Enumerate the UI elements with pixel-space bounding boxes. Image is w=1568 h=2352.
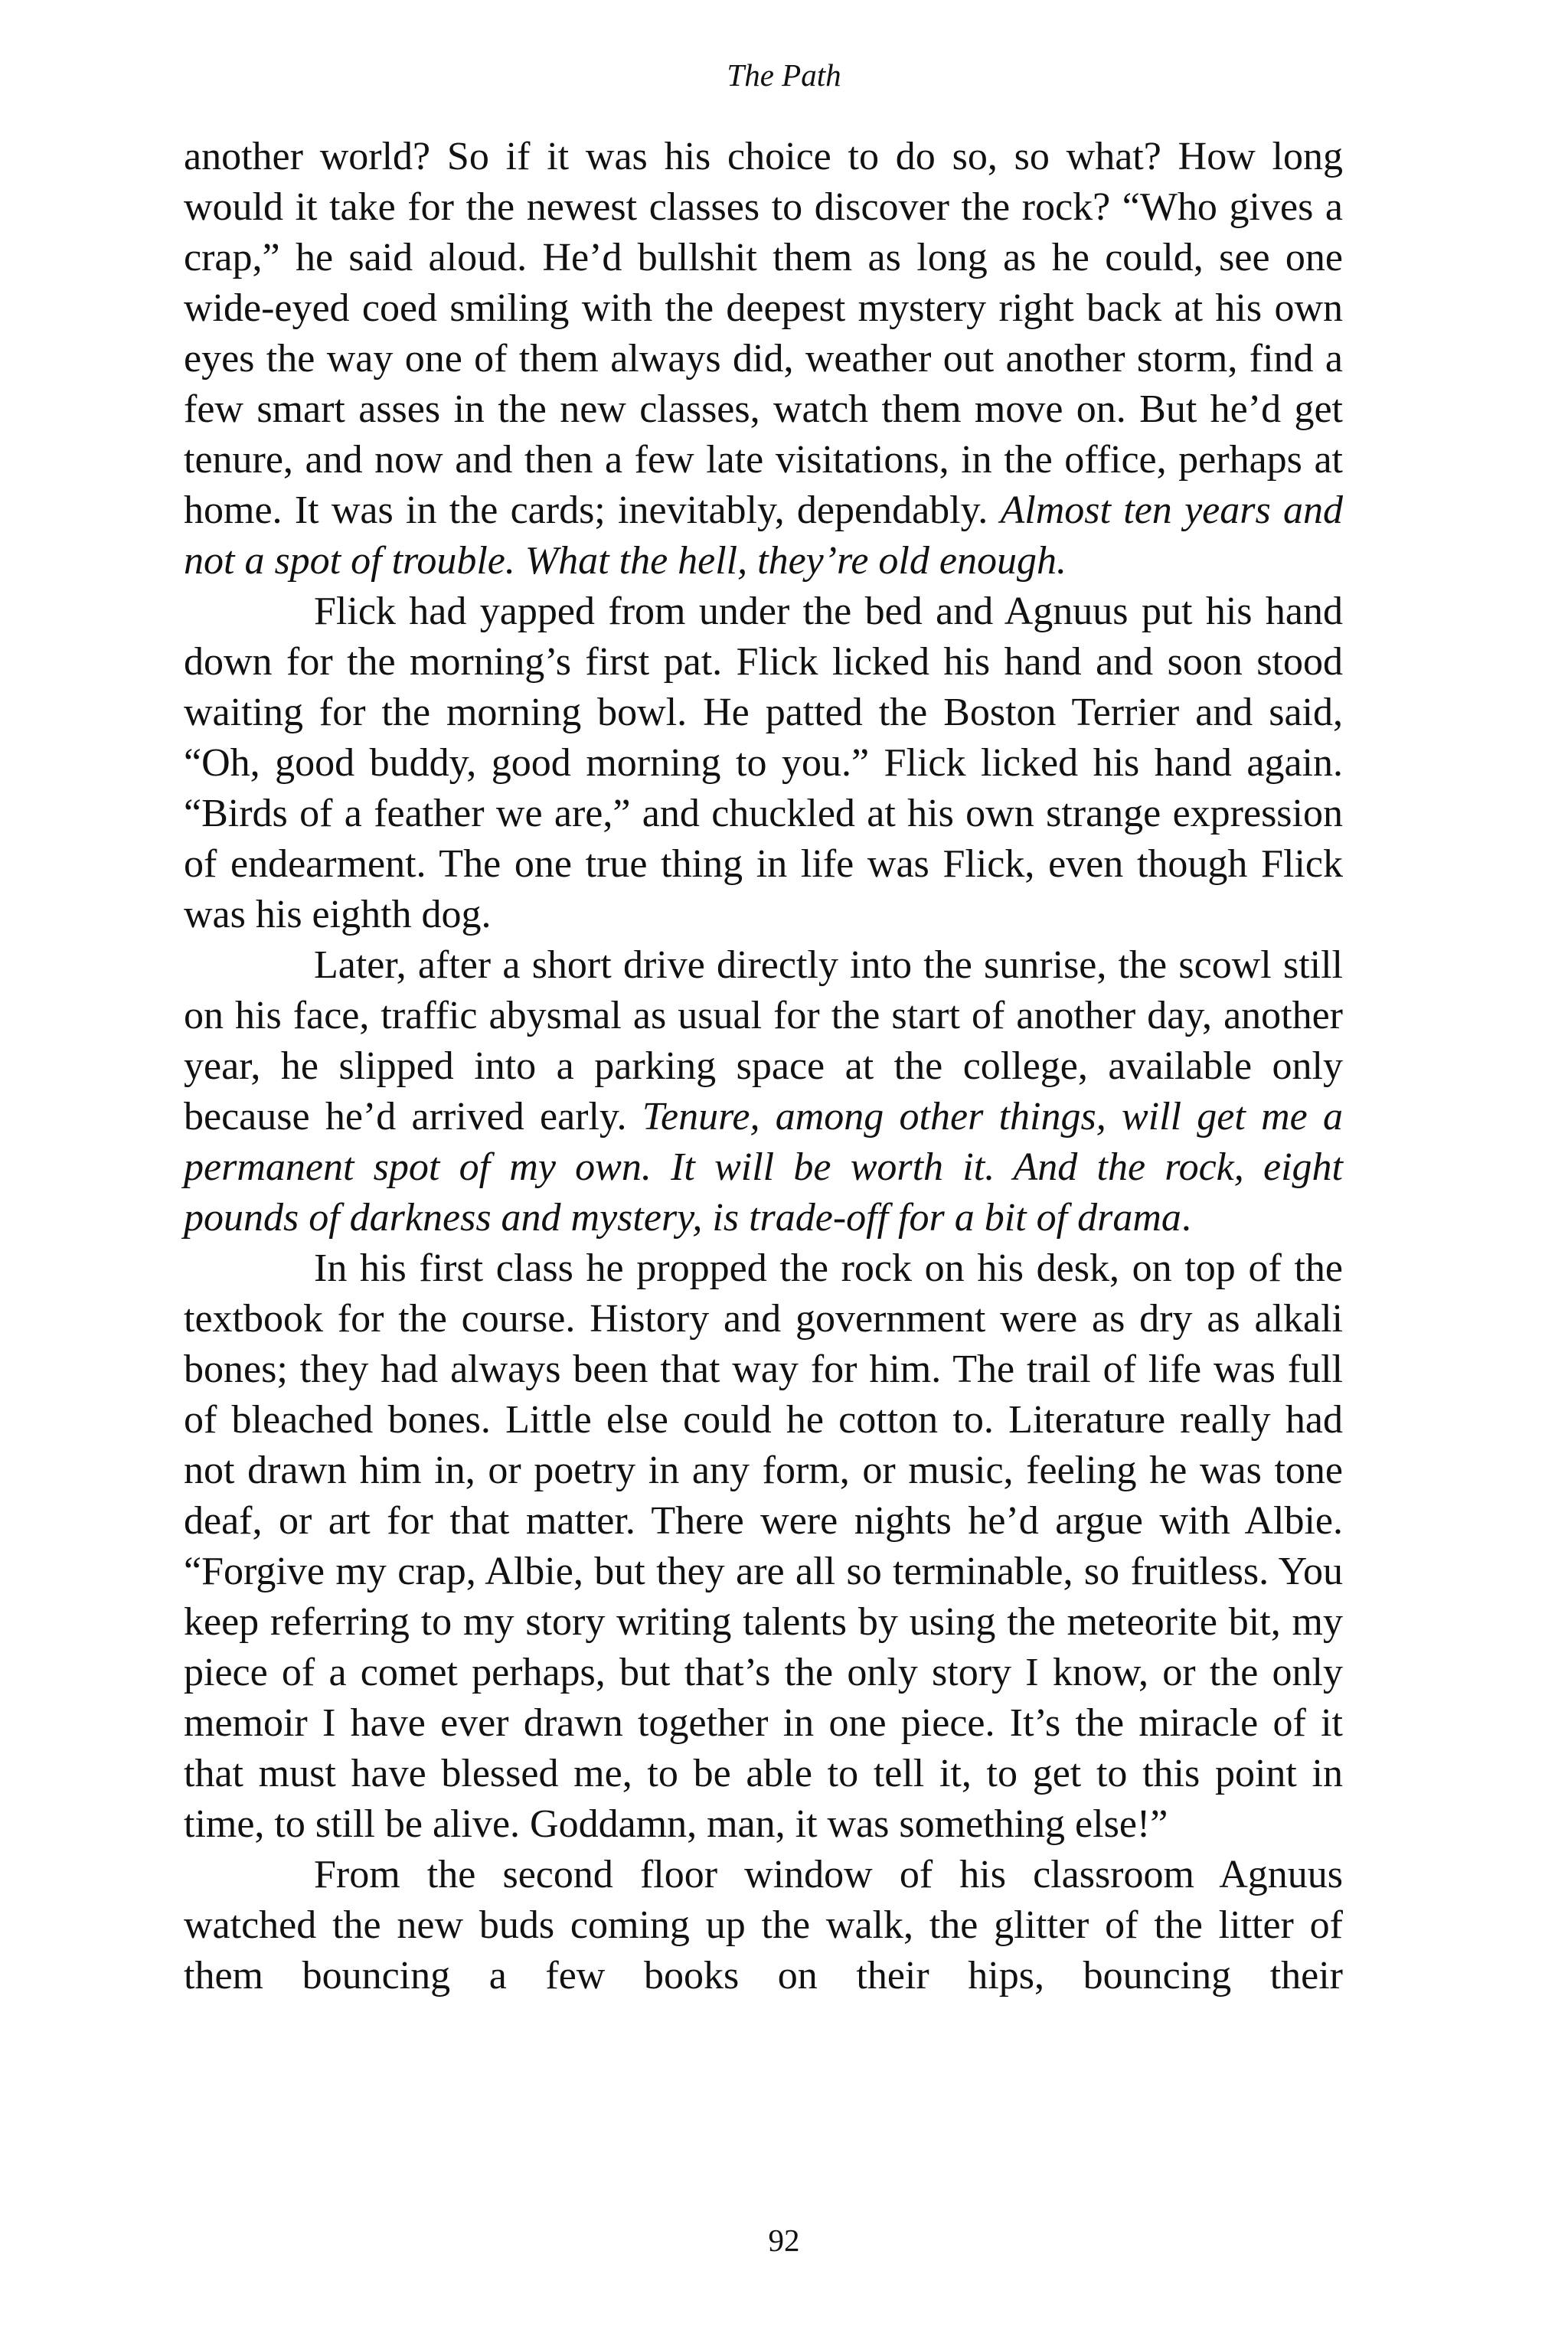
paragraph-4-text: In his first class he propped the rock on his desk, on top of the textbook for the course. History and government were as dry as alkali bones; they had always been that way for him. The trail of life was full of bleached bones. Little else could he cotton to. Literature really had not drawn him in, or poetry in any form, or music, feeling he was tone deaf, or art for that matter. There were nights he’d argue with Albie. “Forgive my crap, Albie, but they are all so terminable, so fruitless. You keep referring to my story writing talents by using the meteorite bit, my piece of a comet perhaps, but that’s the only story I know, or the only memoir I have ever drawn together in one piece. It’s the miracle of it that must have blessed me, to be able to tell it, to get to this point in time, to still be alive. Goddamn, man, it was something else!”	[184, 1246, 1343, 1846]
paragraph-2	[184, 586, 1343, 940]
paragraph-3-text: Later, after a short drive directly into the sunrise, the scowl still on his face, traffic abysmal as usual for the start of another day, another year, he slipped into a parking space at the college, available only because he’d arrived early.	[184, 943, 1343, 1138]
paragraph-3-italic: Tenure, among other things, will get me a permanent spot of my own. It will be worth it. And the rock, eight pounds of darkness and mystery, is trade-off for a bit of drama	[184, 1095, 1343, 1240]
paragraph-3	[184, 940, 1343, 1243]
paragraph-4	[184, 1243, 1343, 1850]
paragraph-2-text: Flick had yapped from under the bed and Agnuus put his hand down for the morning’s first pat. Flick licked his hand and soon stood waiting for the morning bowl. He patted the Boston Terrier and said, “Oh, good buddy, good morning to you.” Flick licked his hand again. “Birds of a feather we are,” and chuckled at his own strange expression of endearment. The one true thing in life was Flick, even though Flick was his eighth dog.	[184, 590, 1343, 936]
paragraph-3-trailing: .	[1181, 1196, 1191, 1240]
page-number: 92	[768, 2223, 800, 2258]
paragraph-5	[184, 1850, 1343, 2001]
paragraph-5-text: From the second floor window of his classroom Agnuus watched the new buds coming up the walk, the glitter of the litter of them bouncing a few books on their hips, bouncing their	[184, 1853, 1343, 1998]
paragraph-1-italic: Almost ten years and not a spot of trouble. What the hell, they’re old enough.	[184, 488, 1343, 583]
running-head: The Path	[727, 57, 841, 93]
body-text	[184, 132, 1343, 2001]
paragraph-1	[184, 132, 1343, 586]
paragraph-1-text: another world? So if it was his choice to do so, so what? How long would it take for the newest classes to discover the rock? “Who gives a crap,” he said aloud. He’d bullshit them as long as he could, see one wide-eyed coed smiling with the deepest mystery right back at his own eyes the way one of them always did, weather out another storm, find a few smart asses in the new classes, watch them move on. But he’d get tenure, and now and then a few late visitations, in the office, perhaps at home. It was in the cards; inevitably, dependably.	[184, 135, 1343, 532]
